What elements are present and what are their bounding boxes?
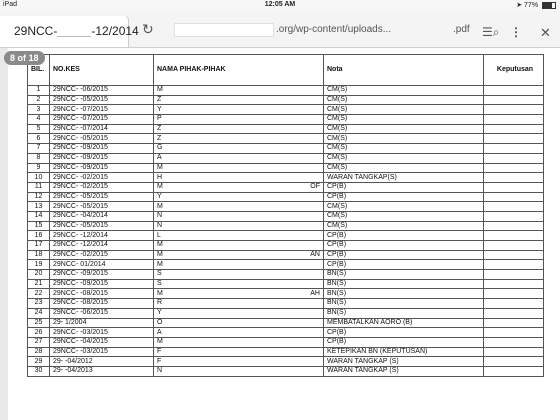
cell-nota: CP(B) xyxy=(324,192,484,202)
cell-no-kes: 29NCC- -06/2015 xyxy=(50,308,154,318)
cell-nama: G xyxy=(154,144,324,154)
cell-bil: 23 xyxy=(28,299,50,309)
cell-no-kes: 29NCC- -05/2015 xyxy=(50,202,154,212)
url-redaction xyxy=(174,23,274,37)
table-row xyxy=(28,221,544,231)
cell-no-kes: 29- 1/2004 xyxy=(50,318,154,328)
cell-nota: CM(S) xyxy=(324,124,484,134)
table-row xyxy=(28,250,544,260)
cell-bil: 22 xyxy=(28,289,50,299)
header-keputusan: Keputusan xyxy=(484,55,544,86)
cell-nota: BN(S) xyxy=(324,289,484,299)
cell-no-kes: 29- -04/2012 xyxy=(50,357,154,367)
cell-nota: CM(S) xyxy=(324,115,484,125)
table-row xyxy=(28,124,544,134)
redaction-box xyxy=(57,26,91,37)
table-row xyxy=(28,318,544,328)
device-name: iPad xyxy=(3,1,18,8)
cell-nota: BN(S) xyxy=(324,308,484,318)
cell-nama: M xyxy=(154,260,324,270)
cell-nama: A xyxy=(154,153,324,163)
cell-bil: 13 xyxy=(28,202,50,212)
cell-bil: 7 xyxy=(28,144,50,154)
url-extension: .pdf xyxy=(453,24,470,35)
cell-bil: 9 xyxy=(28,163,50,173)
cell-no-kes: 29NCC- -12/2014 xyxy=(50,241,154,251)
cell-nota: WARAN TANGKAP (S) xyxy=(324,357,484,367)
close-icon[interactable]: ✕ xyxy=(540,25,551,40)
cell-keputusan xyxy=(484,221,544,231)
cell-bil: 6 xyxy=(28,134,50,144)
cell-no-kes: 29NCC- -08/2015 xyxy=(50,289,154,299)
cell-nama: M xyxy=(154,202,324,212)
case-table xyxy=(27,54,544,377)
table-row xyxy=(28,134,544,144)
cell-nota: CP(B) xyxy=(324,241,484,251)
cell-nota: CP(B) xyxy=(324,260,484,270)
cell-keputusan xyxy=(484,347,544,357)
cell-bil: 5 xyxy=(28,124,50,134)
cell-keputusan xyxy=(484,182,544,192)
tab-title: 29NCC- -12/2014 xyxy=(14,24,139,38)
cell-keputusan xyxy=(484,231,544,241)
browser-tab[interactable] xyxy=(0,16,139,47)
nama-initial: M xyxy=(157,251,163,259)
cell-bil: 2 xyxy=(28,95,50,105)
table-row xyxy=(28,260,544,270)
table-row xyxy=(28,231,544,241)
cell-no-kes: 29NCC- -09/2015 xyxy=(50,279,154,289)
cell-nama xyxy=(154,182,324,192)
table-row xyxy=(28,182,544,192)
cell-nama: P xyxy=(154,115,324,125)
table-row xyxy=(28,86,544,96)
cell-nama: Y xyxy=(154,105,324,115)
cell-nota: BN(S) xyxy=(324,279,484,289)
cell-keputusan xyxy=(484,289,544,299)
cell-nama: Z xyxy=(154,95,324,105)
battery-percent: 77% xyxy=(524,2,539,9)
cell-keputusan xyxy=(484,124,544,134)
find-in-page-icon[interactable]: ☰⌕ xyxy=(482,25,500,39)
table-row xyxy=(28,347,544,357)
cell-nama: F xyxy=(154,347,324,357)
cell-nama: O xyxy=(154,318,324,328)
nama-initial: M xyxy=(157,183,163,191)
cell-bil: 25 xyxy=(28,318,50,328)
cell-bil: 3 xyxy=(28,105,50,115)
more-menu-icon[interactable]: ⋮ xyxy=(510,25,522,39)
cell-bil: 30 xyxy=(28,366,50,376)
cell-nama: A xyxy=(154,328,324,338)
cell-bil: 1 xyxy=(28,86,50,96)
cell-nota: CP(B) xyxy=(324,250,484,260)
cell-nota: CP(B) xyxy=(324,182,484,192)
cell-bil: 12 xyxy=(28,192,50,202)
nama-initial: M xyxy=(157,289,163,297)
cell-nota: CP(B) xyxy=(324,231,484,241)
cell-keputusan xyxy=(484,299,544,309)
nama-fragment: OF xyxy=(310,183,320,191)
reload-icon[interactable]: ↻ xyxy=(142,21,154,37)
table-row xyxy=(28,105,544,115)
cell-no-kes: 29NCC- -04/2014 xyxy=(50,211,154,221)
cell-bil: 4 xyxy=(28,115,50,125)
cell-no-kes: 29NCC- -02/2015 xyxy=(50,182,154,192)
cell-nama: M xyxy=(154,337,324,347)
battery-indicator xyxy=(516,1,556,9)
cell-bil: 15 xyxy=(28,221,50,231)
table-row xyxy=(28,202,544,212)
cell-bil: 26 xyxy=(28,328,50,338)
cell-nama: L xyxy=(154,231,324,241)
cell-nama: Z xyxy=(154,124,324,134)
pdf-page xyxy=(8,48,560,420)
cell-nota: MEMBATALKAN AORO (B) xyxy=(324,318,484,328)
cell-bil: 10 xyxy=(28,173,50,183)
table-row xyxy=(28,115,544,125)
table-row xyxy=(28,337,544,347)
cell-keputusan xyxy=(484,173,544,183)
table-row xyxy=(28,211,544,221)
cell-bil: 19 xyxy=(28,260,50,270)
cell-nota: CM(S) xyxy=(324,105,484,115)
cell-no-kes: 29NCC- -03/2015 xyxy=(50,328,154,338)
header-nota: Nota xyxy=(324,55,484,86)
cell-no-kes: 29NCC- -05/2015 xyxy=(50,134,154,144)
cell-nama xyxy=(154,250,324,260)
cell-nama: N xyxy=(154,221,324,231)
cell-nama: R xyxy=(154,299,324,309)
cell-nota: KETEPIKAN BN (KEPUTUSAN) xyxy=(324,347,484,357)
cell-no-kes: 29NCC- -06/2015 xyxy=(50,86,154,96)
cell-keputusan xyxy=(484,144,544,154)
cell-no-kes: 29NCC- -09/2015 xyxy=(50,153,154,163)
table-row xyxy=(28,279,544,289)
cell-nama: N xyxy=(154,366,324,376)
cell-keputusan xyxy=(484,270,544,280)
cell-no-kes: 29NCC- 01/2014 xyxy=(50,260,154,270)
cell-no-kes: 29NCC- -07/2014 xyxy=(50,124,154,134)
cell-keputusan xyxy=(484,357,544,367)
cell-keputusan xyxy=(484,308,544,318)
cell-bil: 18 xyxy=(28,250,50,260)
nama-fragment: AH xyxy=(310,289,320,297)
cell-nota: CM(S) xyxy=(324,153,484,163)
cell-keputusan xyxy=(484,260,544,270)
cell-no-kes: 29NCC- -04/2015 xyxy=(50,337,154,347)
header-nama: NAMA PIHAK-PIHAK xyxy=(154,55,324,86)
browser-toolbar xyxy=(0,11,560,48)
cell-keputusan xyxy=(484,86,544,96)
cell-keputusan xyxy=(484,318,544,328)
cell-bil: 24 xyxy=(28,308,50,318)
cell-bil: 27 xyxy=(28,337,50,347)
cell-no-kes: 29NCC- -07/2015 xyxy=(50,105,154,115)
cell-keputusan xyxy=(484,279,544,289)
table-row xyxy=(28,366,544,376)
cell-nota: CM(S) xyxy=(324,134,484,144)
cell-bil: 16 xyxy=(28,231,50,241)
cell-bil: 17 xyxy=(28,241,50,251)
cell-no-kes: 29NCC- -07/2015 xyxy=(50,115,154,125)
cell-keputusan xyxy=(484,134,544,144)
cell-nama: M xyxy=(154,86,324,96)
table-row xyxy=(28,144,544,154)
nama-fragment: AN xyxy=(310,251,320,259)
cell-nama: S xyxy=(154,270,324,280)
pdf-viewer[interactable] xyxy=(0,48,560,420)
cell-keputusan xyxy=(484,115,544,125)
cell-keputusan xyxy=(484,192,544,202)
table-row xyxy=(28,270,544,280)
cell-nota: CP(B) xyxy=(324,328,484,338)
header-no-kes: NO.KES xyxy=(50,55,154,86)
cell-keputusan xyxy=(484,250,544,260)
table-row xyxy=(28,95,544,105)
cell-keputusan xyxy=(484,95,544,105)
cell-bil: 29 xyxy=(28,357,50,367)
cell-bil: 11 xyxy=(28,182,50,192)
location-icon: ➤ xyxy=(516,2,523,9)
table-row xyxy=(28,357,544,367)
cell-no-kes: 29NCC- -08/2015 xyxy=(50,299,154,309)
battery-icon xyxy=(542,2,556,9)
cell-nota: CM(S) xyxy=(324,211,484,221)
cell-bil: 14 xyxy=(28,211,50,221)
cell-nota: CM(S) xyxy=(324,163,484,173)
cell-bil: 28 xyxy=(28,347,50,357)
cell-keputusan xyxy=(484,366,544,376)
cell-nama: Y xyxy=(154,192,324,202)
cell-no-kes: 29NCC- -02/2015 xyxy=(50,173,154,183)
cell-nama: S xyxy=(154,279,324,289)
clock: 12:05 AM xyxy=(264,1,296,8)
cell-nota: CM(S) xyxy=(324,221,484,231)
cell-keputusan xyxy=(484,328,544,338)
cell-no-kes: 29- -04/2013 xyxy=(50,366,154,376)
cell-keputusan xyxy=(484,163,544,173)
table-row xyxy=(28,153,544,163)
cell-nota: BN(S) xyxy=(324,299,484,309)
cell-no-kes: 29NCC- -05/2015 xyxy=(50,95,154,105)
table-row xyxy=(28,173,544,183)
url-path: .org/wp-content/uploads... xyxy=(276,24,392,35)
cell-nota: CM(S) xyxy=(324,95,484,105)
table-row xyxy=(28,163,544,173)
table-row xyxy=(28,299,544,309)
cell-nama xyxy=(154,289,324,299)
cell-nama: N xyxy=(154,211,324,221)
cell-nama: H xyxy=(154,173,324,183)
status-bar xyxy=(0,0,560,11)
cell-keputusan xyxy=(484,211,544,221)
cell-nota: BN(S) xyxy=(324,270,484,280)
table-header-row xyxy=(28,55,544,86)
cell-keputusan xyxy=(484,337,544,347)
cell-nota: WARAN TANGKAP(S) xyxy=(324,173,484,183)
cell-nama: F xyxy=(154,357,324,367)
cell-no-kes: 29NCC- -09/2015 xyxy=(50,144,154,154)
cell-bil: 21 xyxy=(28,279,50,289)
cell-nota: CP(B) xyxy=(324,337,484,347)
page-counter-badge: 8 of 18 xyxy=(4,51,45,65)
cell-no-kes: 29NCC- -09/2015 xyxy=(50,163,154,173)
cell-bil: 8 xyxy=(28,153,50,163)
cell-nota: CM(S) xyxy=(324,202,484,212)
cell-keputusan xyxy=(484,153,544,163)
table-row xyxy=(28,308,544,318)
cell-no-kes: 29NCC- -09/2015 xyxy=(50,270,154,280)
table-row xyxy=(28,328,544,338)
table-row xyxy=(28,192,544,202)
address-bar[interactable] xyxy=(168,19,488,41)
cell-no-kes: 29NCC- -02/2015 xyxy=(50,250,154,260)
cell-bil: 20 xyxy=(28,270,50,280)
cell-nota: CM(S) xyxy=(324,86,484,96)
table-row xyxy=(28,241,544,251)
cell-keputusan xyxy=(484,202,544,212)
cell-nama: M xyxy=(154,241,324,251)
cell-keputusan xyxy=(484,241,544,251)
cell-no-kes: 29NCC- -12/2014 xyxy=(50,231,154,241)
cell-no-kes: 29NCC- -05/2015 xyxy=(50,192,154,202)
cell-nama: M xyxy=(154,163,324,173)
table-row xyxy=(28,289,544,299)
cell-no-kes: 29NCC- -05/2015 xyxy=(50,221,154,231)
cell-nama: Z xyxy=(154,134,324,144)
cell-nama: Y xyxy=(154,308,324,318)
cell-keputusan xyxy=(484,105,544,115)
cell-no-kes: 29NCC- -03/2015 xyxy=(50,347,154,357)
cell-nota: WARAN TANGKAP (S) xyxy=(324,366,484,376)
cell-nota: CM(S) xyxy=(324,144,484,154)
header-bil: BIL. xyxy=(28,55,50,86)
